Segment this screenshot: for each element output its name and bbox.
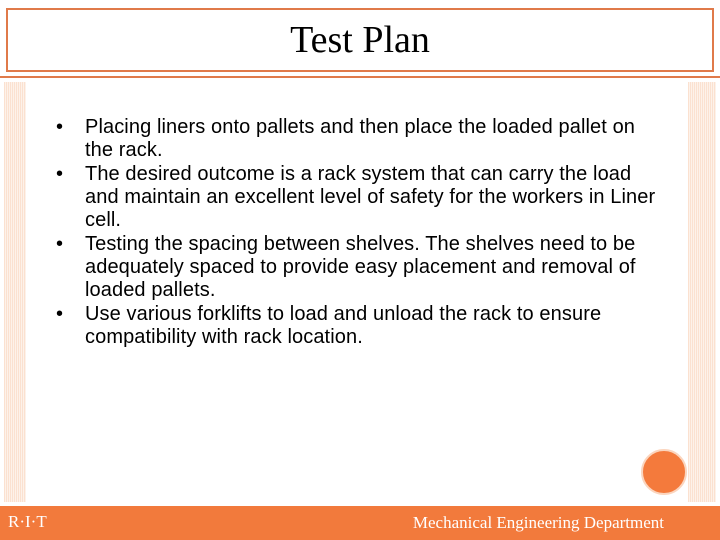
- bullet-item: [56, 233, 656, 302]
- right-stripe-decoration: [688, 82, 716, 502]
- title-frame: [6, 8, 714, 72]
- bullet-marker: •: [56, 163, 64, 185]
- bullet-text: Placing liners onto pallets and then place the loaded pallet on the rack.: [85, 116, 636, 161]
- bullet-list: [56, 116, 656, 350]
- title-band: [0, 0, 720, 78]
- department-name: Mechanical Engineering Department: [412, 513, 664, 532]
- bullet-text: Testing the spacing between shelves. The shelves need to be adequately spaced to provide easy placement and removal of loaded pallets.: [85, 233, 636, 301]
- bullet-marker: •: [56, 116, 64, 138]
- bullet-item: [56, 116, 656, 162]
- orange-circle-decoration: [641, 449, 687, 495]
- slide-title: Test Plan: [290, 19, 430, 61]
- rit-logo-text: R·I·T: [8, 512, 47, 531]
- bullet-item: [56, 303, 656, 349]
- bullet-marker: •: [56, 303, 64, 325]
- bullet-item: [56, 163, 656, 232]
- left-stripe-decoration: [4, 82, 26, 502]
- bullet-text: Use various forklifts to load and unload the rack to ensure compatibility with rack location.: [85, 303, 602, 348]
- bullet-marker: •: [56, 233, 64, 255]
- bullet-text: The desired outcome is a rack system that can carry the load and maintain an excellent level of safety for the workers in Liner cell.: [85, 163, 656, 231]
